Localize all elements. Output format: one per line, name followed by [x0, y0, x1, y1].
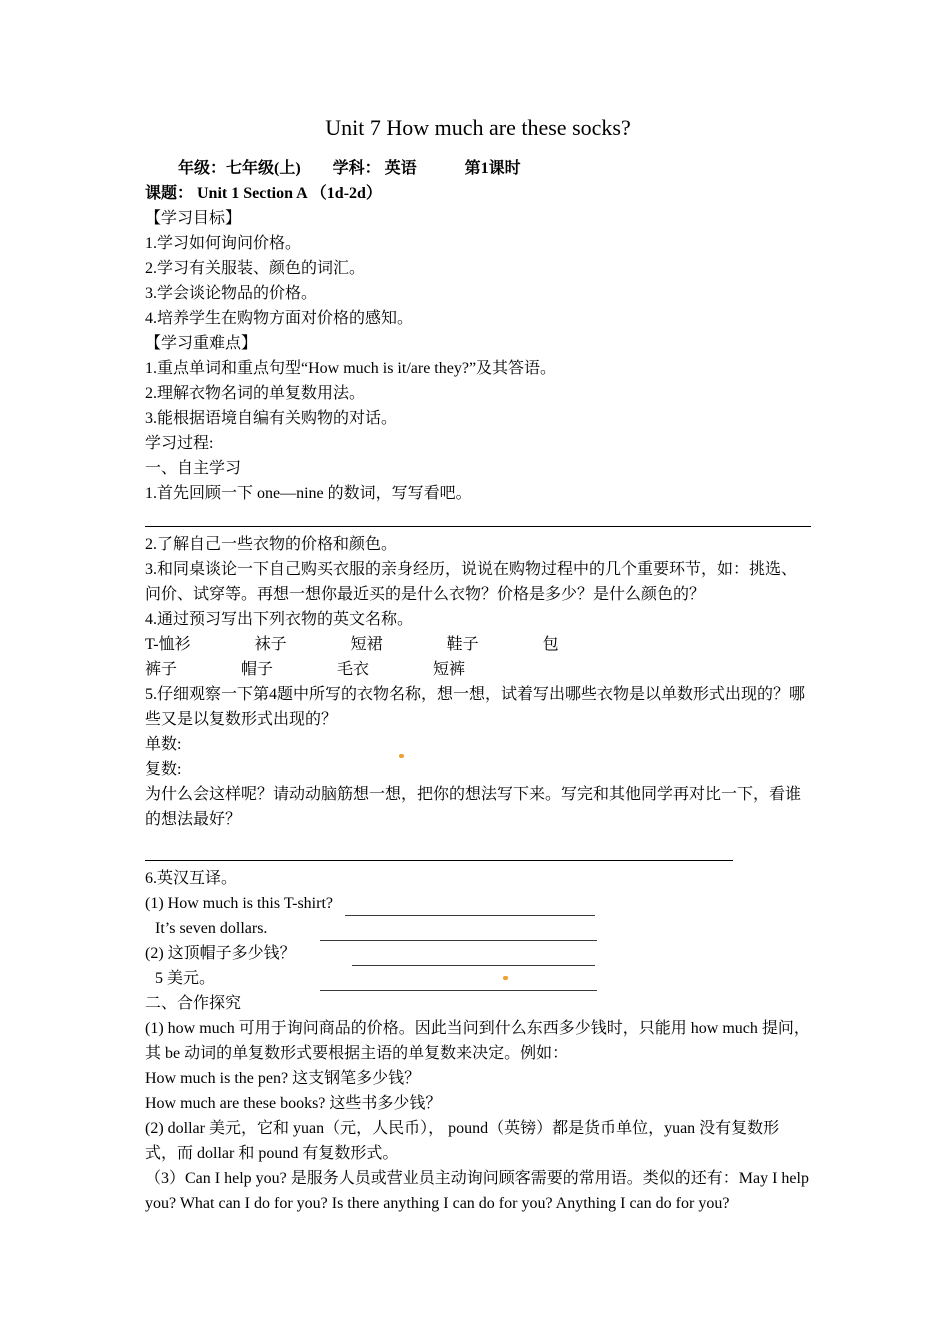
- stray-mark-dot: [399, 754, 404, 758]
- goals-heading: 【学习目标】: [145, 210, 242, 227]
- grade-subject-line: 年级：七年级(上) 学科： 英语 第1课时: [178, 160, 521, 177]
- translation-source: (1) How much is this T-shirt?: [145, 895, 333, 912]
- clothes-word-row: 裤子 帽子 毛衣 短裤: [145, 661, 466, 678]
- keypoint-item: 3.能根据语境自编有关购物的对话。: [145, 410, 398, 427]
- task-item-5: 5.仔细观察一下第4题中所写的衣物名称，想一想，试着写出哪些衣物是以单数形式出现的？哪些又是以复数形式出现的？: [145, 686, 806, 728]
- translation-row: [145, 891, 811, 916]
- goal-item: 3.学会谈论物品的价格。: [145, 285, 318, 302]
- explanation-paragraph: (2) dollar 美元，它和 yuan（元，人民币）， pound（英镑）都是货币单位，yuan 没有复数形式，而 dollar 和 pound 有复数形式。: [145, 1120, 780, 1162]
- task-item-1: 1.首先回顾一下 one—nine 的数词，写写看吧。: [145, 485, 472, 502]
- translation-blank: [352, 947, 595, 966]
- clothes-word-row: T-恤衫 袜子 短裙 鞋子 包: [145, 636, 559, 653]
- example-sentence: How much is the pen? 这支钢笔多少钱？: [145, 1070, 421, 1087]
- keypoint-item: 2.理解衣物名词的单复数用法。: [145, 385, 366, 402]
- task-item-4: 4.通过预习写出下列衣物的英文名称。: [145, 611, 414, 628]
- stray-mark-dot: [503, 976, 508, 980]
- process-label: 学习过程:: [145, 435, 214, 452]
- example-sentence: How much are these books? 这些书多少钱？: [145, 1095, 442, 1112]
- translation-source: It’s seven dollars.: [155, 920, 268, 937]
- why-prompt: 为什么会这样呢？请动动脑筋想一想，把你的想法写下来。写完和其他同学再对比一下，看谁的想法最好？: [145, 786, 802, 828]
- task-item-6: 6.英汉互译。: [145, 870, 238, 887]
- translation-blank: [345, 897, 595, 916]
- translation-blank: [320, 922, 597, 941]
- keypoints-heading: 【学习重难点】: [145, 335, 258, 352]
- singular-label: 单数:: [145, 736, 182, 753]
- task-item-2: 2.了解自己一些衣物的价格和颜色。: [145, 536, 398, 553]
- translation-blank: [320, 972, 597, 991]
- section2-heading: 二、合作探究: [145, 995, 242, 1012]
- task-item-3: 3.和同桌谈论一下自己购买衣服的亲身经历，说说在购物过程中的几个重要环节，如：挑选、问价、试穿等。再想一想你最近买的是什么衣物？价格是多少？是什么颜色的？: [145, 561, 798, 603]
- goal-item: 2.学习有关服装、颜色的词汇。: [145, 260, 366, 277]
- plural-label: 复数:: [145, 761, 182, 778]
- translation-row: [145, 941, 811, 966]
- answer-blank-line: [145, 840, 733, 861]
- translation-row: [145, 916, 811, 941]
- translation-row: [145, 966, 811, 991]
- goal-item: 1.学习如何询问价格。: [145, 235, 302, 252]
- document-title: Unit 7 How much are these socks?: [325, 115, 631, 140]
- answer-blank-line: [145, 506, 811, 527]
- explanation-paragraph: (1) how much 可用于询问商品的价格。因此当问到什么东西多少钱时，只能用 how much 提问，其 be 动词的单复数形式要根据主语的单复数来决定。例如：: [145, 1020, 810, 1062]
- keypoint-item: 1.重点单词和重点句型“How much is it/are they?”及其答语。: [145, 360, 557, 377]
- explanation-paragraph: （3）Can I help you? 是服务人员或营业员主动询问顾客需要的常用语。类似的还有：May I help you? What can I do for you? Is there anything I can do for you? Anything I can do for you?: [145, 1170, 809, 1212]
- section1-heading: 一、自主学习: [145, 460, 242, 477]
- lesson-topic-line: 课题： Unit 1 Section A （1d-2d）: [145, 185, 382, 202]
- goal-item: 4.培养学生在购物方面对价格的感知。: [145, 310, 414, 327]
- translation-source: (2) 这顶帽子多少钱？: [145, 945, 296, 962]
- translation-source: 5 美元。: [155, 970, 216, 987]
- document-content: [145, 114, 811, 1216]
